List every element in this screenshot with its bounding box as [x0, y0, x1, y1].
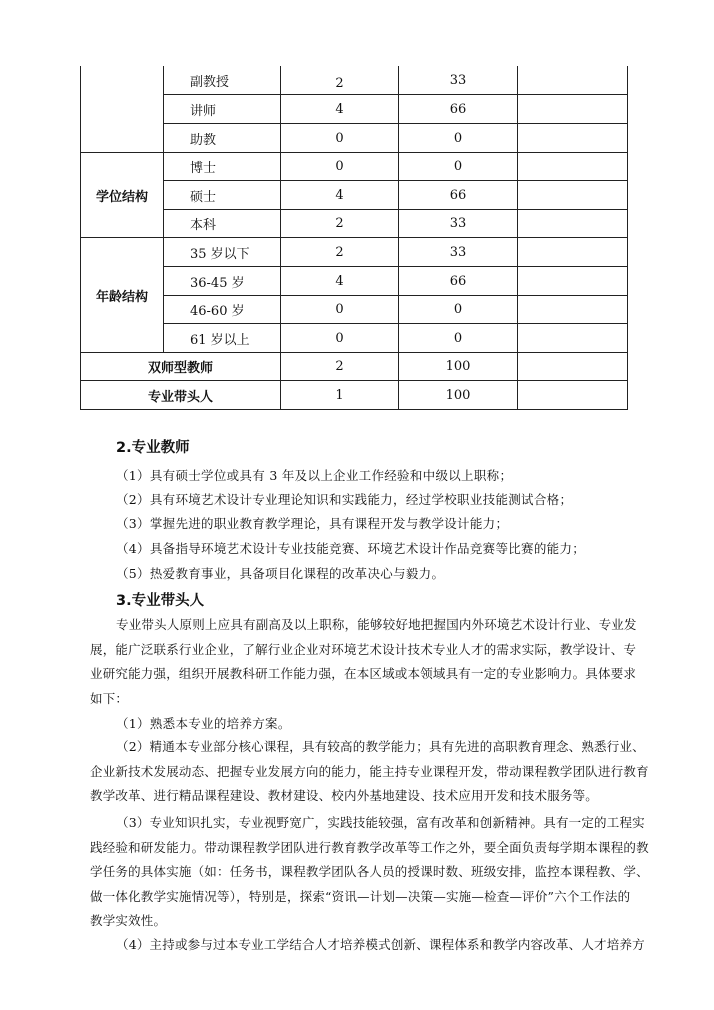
table-cell-percent: 100	[445, 387, 471, 403]
table-cell-note	[518, 153, 627, 180]
text-line: 展，能广泛联系行业企业，了解行业企业对环境艺术设计技术专业人才的需求实际，教学设计、专	[90, 641, 637, 657]
table-cell-subcategory: 本科	[190, 218, 217, 233]
table-cell-note	[518, 267, 627, 295]
requirement-1: （1）熟悉本专业的培养方案。	[116, 716, 291, 731]
text-line: （4）主持或参与过本专业工学结合人才培养模式创新、课程体系和教学内容改革、人才培养方	[116, 937, 645, 952]
table-cell-subcategory: 硕士	[190, 189, 217, 205]
table-cell-subcategory: 36-45 岁	[190, 275, 245, 291]
table-cell-count: 0	[335, 330, 344, 346]
list-item: （1）具有硕士学位或具有 3 年及以上企业工作经验和中级以上职称；	[116, 468, 513, 483]
text-line: 专业带头人原则上应具有副高及以上职称，能够较好地把握国内外环境艺术设计行业、专业发	[116, 617, 637, 632]
table-cell-percent: 66	[449, 101, 467, 117]
requirement-2	[90, 735, 649, 809]
table-cell-subcategory: 61 岁以上	[190, 332, 250, 348]
table-cell-subcategory: 副教授	[190, 74, 230, 90]
table-cell-count: 2	[335, 359, 344, 374]
section-heading-program-leader: 3.专业带头人	[116, 593, 205, 609]
section-heading-professional-teachers: 2.专业教师	[116, 440, 190, 456]
paragraph-intro	[90, 613, 637, 711]
table-cell-percent: 33	[449, 72, 467, 88]
table-cell-count: 4	[335, 273, 344, 289]
table-cell-percent: 100	[445, 359, 471, 374]
table-cell-note	[518, 181, 627, 209]
list-item: （5）热爱教育事业，具备项目化课程的改革决心与毅力。	[116, 566, 445, 581]
table-cell-subcategory: 博士	[190, 161, 217, 176]
text-line: （2）精通本专业部分核心课程，具有较高的教学能力；具有先进的高职教育理念、熟悉行业、	[116, 739, 645, 754]
table-cell-note	[518, 296, 627, 323]
table-cell-percent: 66	[449, 273, 467, 289]
list-item: （4）具备指导环境艺术设计专业技能竞赛、环境艺术设计作品竞赛等比赛的能力；	[116, 541, 586, 556]
table-cell-count: 0	[335, 302, 344, 317]
table-cell-percent: 33	[449, 216, 467, 231]
table-cell-subcategory: 讲师	[190, 103, 217, 119]
table-cell-note	[518, 66, 627, 94]
text-line: 企业新技术发展动态、把握专业发展方向的能力，能主持专业课程开发，带动课程教学团队进行教育	[90, 763, 649, 779]
text-line: （3）专业知识扎实，专业视野宽广，实践技能较强，富有改革和创新精神。具有一定的工程实	[116, 815, 645, 830]
table-cell-percent: 33	[449, 244, 467, 260]
table-cell-percent: 66	[449, 187, 467, 203]
text-line: 教学实效性。	[90, 913, 167, 928]
requirement-4	[90, 933, 645, 958]
table-cell-count: 4	[335, 101, 344, 117]
table-cell-count: 4	[335, 187, 344, 203]
table-cell-note	[518, 324, 627, 352]
table-cell-count: 2	[335, 216, 344, 231]
text-line: 做一体化教学实施情况等），特别是，探索“资讯—计划—决策—实施—检查—评价”六个工作法的	[90, 888, 631, 904]
table-cell-count: 1	[335, 387, 344, 403]
table-cell-count: 2	[335, 244, 344, 260]
list-item: （3）掌握先进的职业教育教学理论，具有课程开发与教学设计能力；	[116, 516, 509, 531]
table-cell-subcategory: 助教	[190, 132, 217, 148]
group-label-degree-structure: 学位结构	[95, 189, 148, 205]
text-line: 教学改革、进行精品课程建设、教材建设、校内外基地建设、技术应用开发和技术服务等。	[90, 788, 599, 803]
row-label-dual-qualified-teachers: 双师型教师	[147, 361, 213, 376]
text-line: 如下：	[90, 690, 129, 706]
table-cell-note	[518, 210, 627, 237]
table-cell-count: 0	[335, 130, 344, 146]
text-line: 业研究能力强，组织开展教科研工作能力强，在本区域或本领域具有一定的专业影响力。具体要求	[90, 666, 637, 681]
table-cell-note	[518, 95, 627, 123]
requirement-3	[90, 811, 649, 934]
table-cell-percent: 0	[453, 330, 463, 346]
table-cell-subcategory: 35 岁以下	[190, 246, 250, 262]
table-cell-note	[518, 238, 627, 266]
table-cell-count: 0	[335, 159, 344, 174]
faculty-structure-table	[80, 66, 628, 410]
list-item: （2）具有环境艺术设计专业理论知识和实践能力，经过学校职业技能测试合格；	[116, 492, 573, 507]
table-cell-percent: 0	[453, 130, 463, 146]
text-line: 践经验和研发能力。带动课程教学团队进行教育教学改革等工作之外，要全面负责每学期本课程的教	[90, 839, 649, 855]
table-cell-note	[518, 124, 627, 152]
table-cell-percent: 0	[453, 159, 463, 174]
table-cell-count: 2	[335, 75, 344, 91]
table-cell-subcategory: 46-60 岁	[190, 304, 245, 319]
group-label-age-structure: 年龄结构	[95, 289, 148, 305]
text-line: 学任务的具体实施（如：任务书，课程教学团队各人员的授课时数、班级安排，监控本课程教、学、	[90, 864, 649, 879]
row-label-program-leader: 专业带头人	[147, 389, 213, 405]
table-cell-percent: 0	[453, 302, 463, 317]
